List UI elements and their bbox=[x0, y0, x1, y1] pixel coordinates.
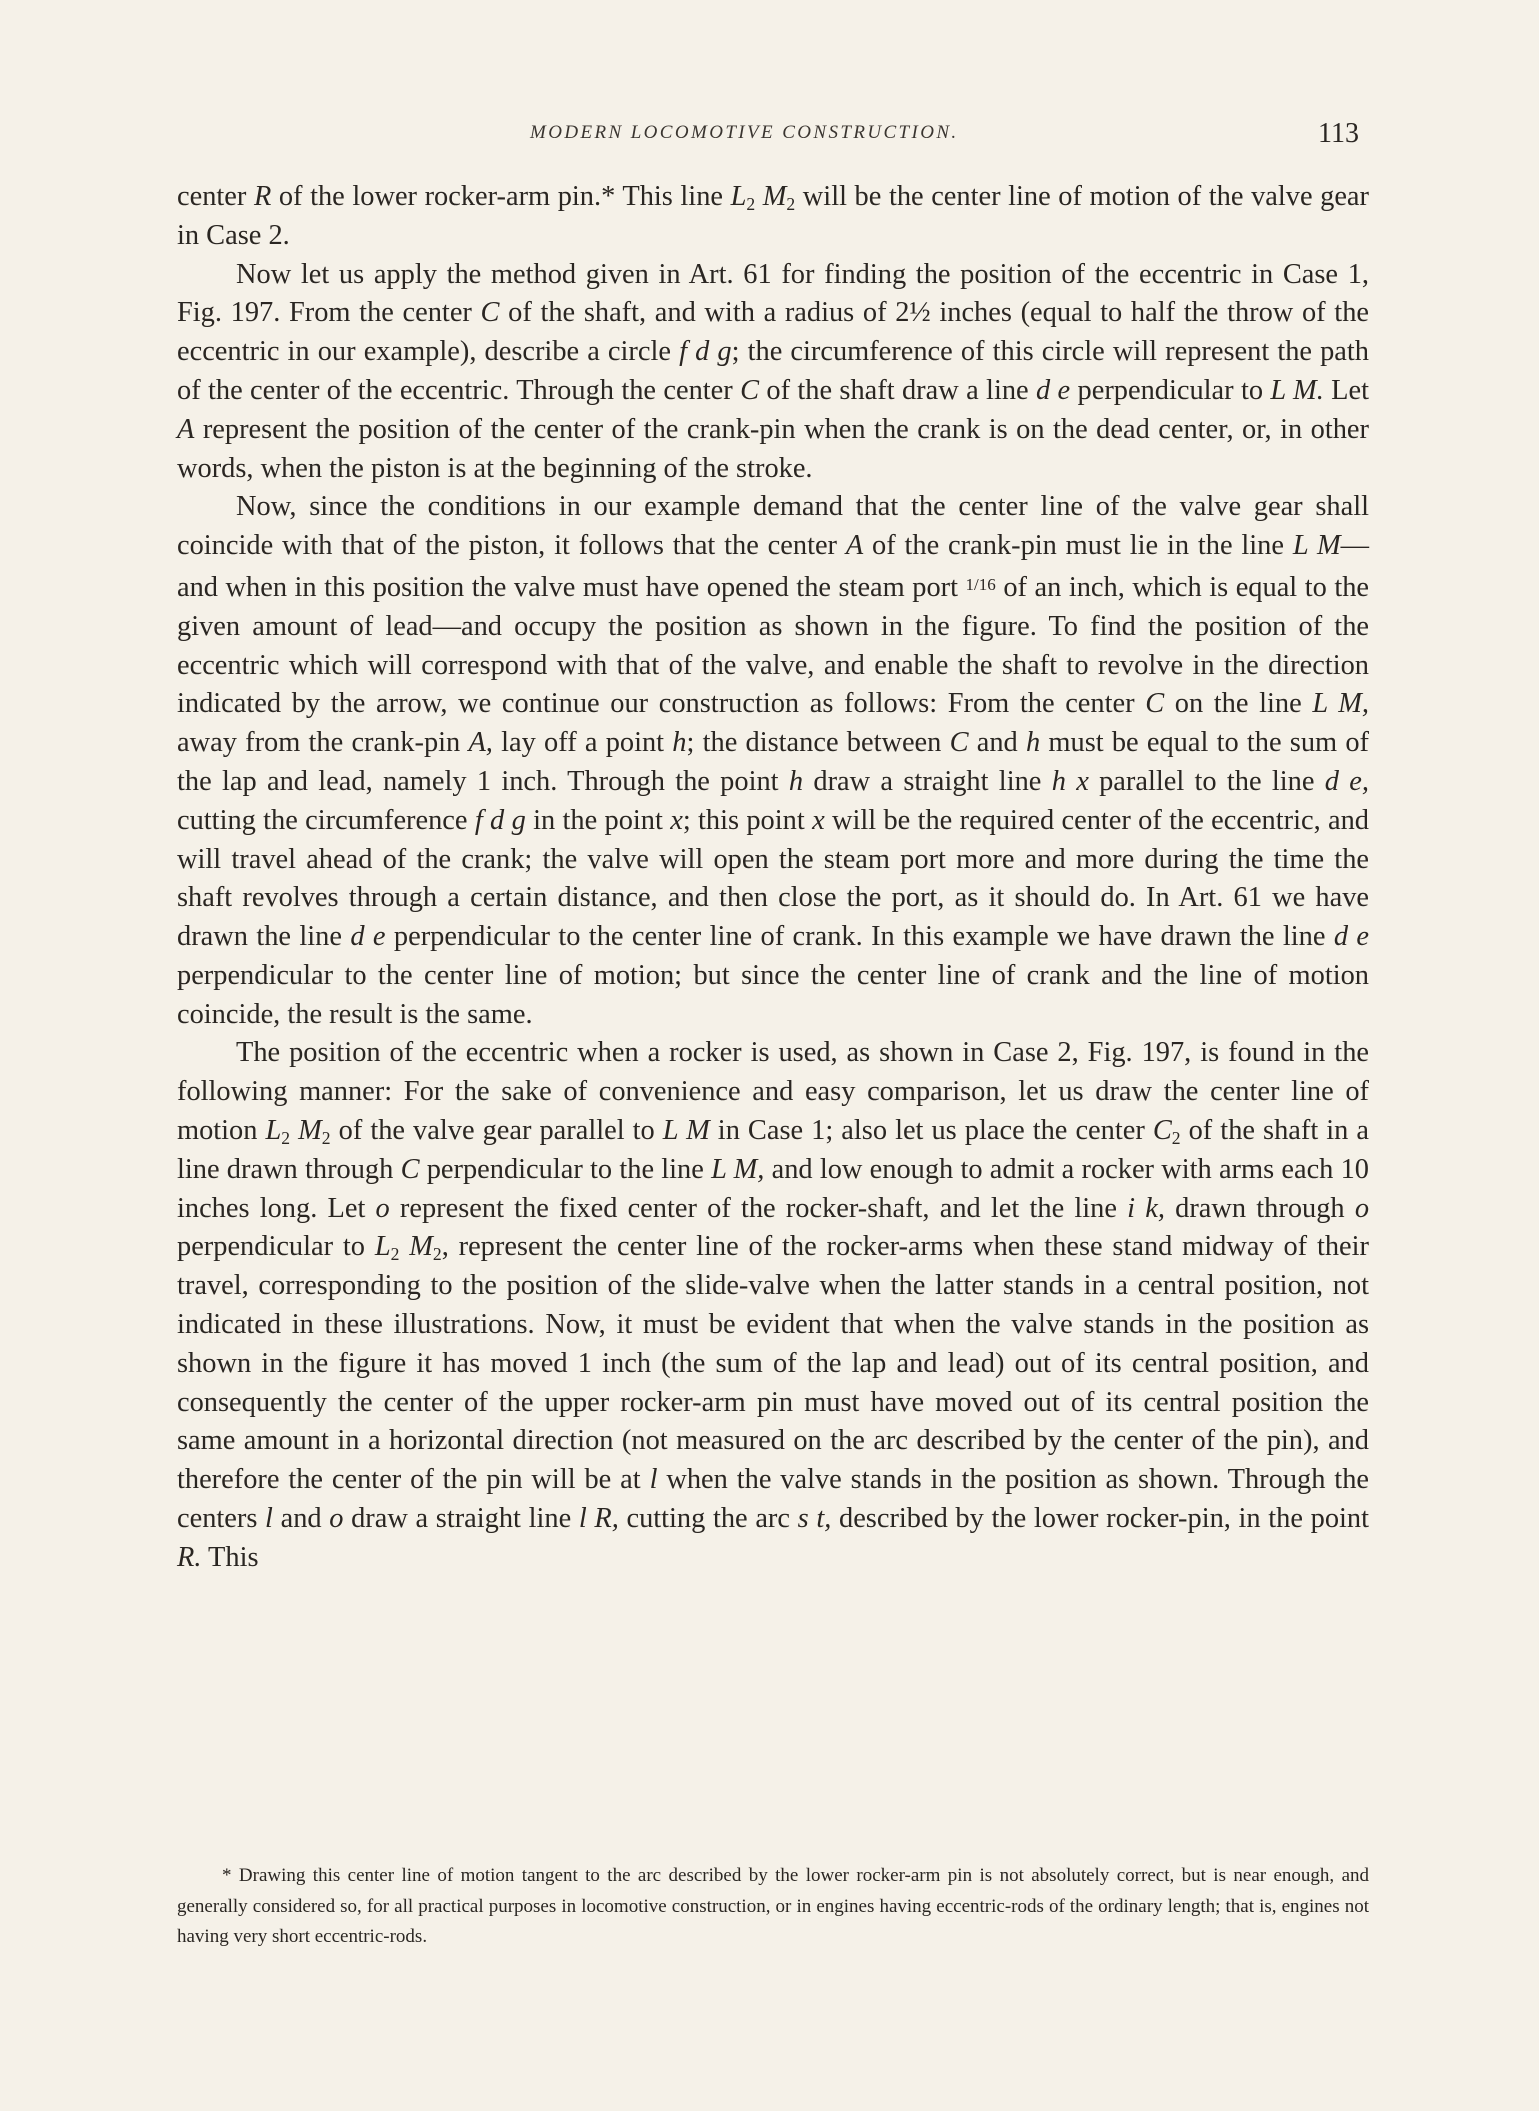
paragraph-2: Now let us apply the method given in Art. 61 for finding the position of the eccentric in Case 1, Fig. 197. From the center C of the shaft, and with a radius of 2½ inches (equal to half the throw of the eccentric in our example), describe a circle f d g; the circumference of this circle will represent the path of the center of the eccentric. Through the center C of the shaft draw a line d e perpendicular to L M. Let A represent the position of the center of the crank-pin when the crank is on the dead center, or, in other words, when the piston is at the beginning of the stroke. bbox=[177, 258, 1369, 484]
footnote: * Drawing this center line of motion tangent to the arc described by the lower rocker-arm pin is not absolutely correct, but is near enough, and generally considered so, for all practical purposes in locomotive construction, or in engines having eccentric-rods of the ordinary length; that is, engines not having very short eccentric-rods. bbox=[177, 1865, 1369, 1947]
body-text bbox=[177, 178, 1369, 1578]
page-header bbox=[0, 118, 1539, 158]
paragraph-1: center R of the lower rocker-arm pin.* This line $L_2$ $M_2$ will be the center line of motion of the valve gear in Case 2. bbox=[177, 181, 1369, 251]
page-number: 113 bbox=[1318, 118, 1359, 149]
paragraph-4: The position of the eccentric when a rocker is used, as shown in Case 2, Fig. 197, is found in the following manner: For the sake of convenience and easy comparison, let us draw the center line of motion $L_2$ $M_2$ of the valve gear parallel to L M in Case 1; also let us place the center $C_2$ of the shaft in a line drawn through C perpendicular to the line L M, and low enough to admit a rocker with arms each 10 inches long. Let o represent the fixed center of the rocker-shaft, and let the line i k, drawn through o perpendicular to $L_2$ $M_2$, represent the center line of the rocker-arms when these stand midway of their travel, corresponding to the position of the slide-valve when the latter stands in a central position, not indicated in these illustrations. Now, it must be evident that when the valve stands in the position as shown in the figure it has moved 1 inch (the sum of the lap and lead) out of its central position, and consequently the center of the upper rocker-arm pin must have moved out of its central position the same amount in a horizontal direction (not measured on the arc described by the center of the pin), and therefore the center of the pin will be at l when the valve stands in the position as shown. Through the centers l and o draw a straight line l R, cutting the arc s t, described by the lower rocker-pin, in the point R. This bbox=[177, 1037, 1370, 1573]
running-title: MODERN LOCOMOTIVE CONSTRUCTION. bbox=[530, 122, 959, 143]
paragraph-3: Now, since the conditions in our example demand that the center line of the valve gear shall coincide with that of the piston, it follows that the center A of the crank-pin must lie in the line L M—and when in this position the valve must have opened the steam port $^{1/16}$ of an inch, which is equal to the given amount of lead—and occupy the position as shown in the figure. To find the position of the eccentric which will correspond with that of the valve, and enable the shaft to revolve in the direction indicated by the arrow, we continue our construction as follows: From the center C on the line L M, away from the crank-pin A, lay off a point h; the distance between C and h must be equal to the sum of the lap and lead, namely 1 inch. Through the point h draw a straight line h x parallel to the line d e, cutting the circumference f d g in the point x; this point x will be the required center of the eccentric, and will travel ahead of the crank; the valve will open the steam port more and more during the time the shaft revolves through a certain distance, and then close the port, as it should do. In Art. 61 we have drawn the line d e perpendicular to the center line of crank. In this example we have drawn the line d e perpendicular to the center line of motion; but since the center line of crank and the line of motion coincide, the result is the same. bbox=[177, 491, 1370, 1030]
fraction: 1/16 bbox=[965, 574, 996, 594]
